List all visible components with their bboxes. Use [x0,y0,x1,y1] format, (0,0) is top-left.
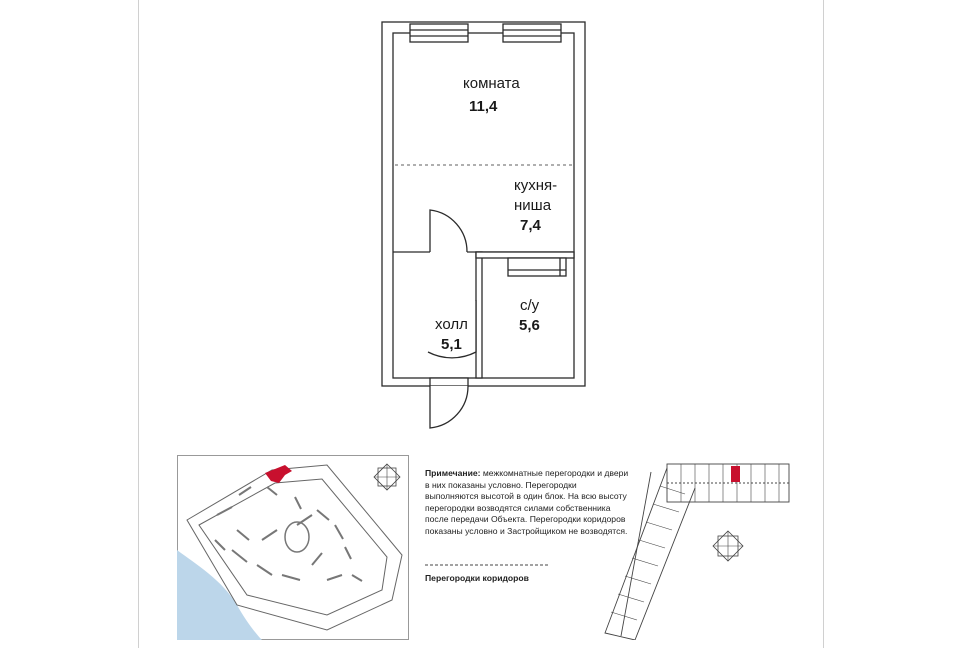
room-area-bathroom: 5,6 [519,317,540,334]
room-label-kitchen-1: кухня- [514,177,558,194]
door-swing [430,210,467,252]
legend-corridor-partitions: Перегородки коридоров [425,573,529,583]
entrance-door [430,386,468,428]
room-area-hall: 5,1 [441,336,462,353]
site-plan [177,455,409,640]
compass-icon [374,464,400,490]
window [410,24,468,42]
room-label-living: комната [463,75,520,92]
floor-key-plan [595,458,795,640]
corridor-legend-line [425,562,565,568]
room-area-living: 11,4 [469,98,498,115]
room-area-kitchen: 7,4 [520,217,541,234]
note-title: Примечание: [425,468,481,478]
room-label-bathroom: с/у [520,297,540,314]
apartment-highlight [731,466,740,482]
note-body: межкомнатные перегородки и двери в них показаны условно. Перегородки выполняются высотой в один блок. На всю высоту перегородки возводятся силами собственника после передачи Объекта. Перегородки коридоров показаны условно и Застройщиком не возводятся. [425,468,629,536]
compass-icon [713,531,743,561]
room-label-hall: холл [435,316,468,333]
window [503,24,561,42]
room-label-kitchen-2: ниша [514,197,552,214]
